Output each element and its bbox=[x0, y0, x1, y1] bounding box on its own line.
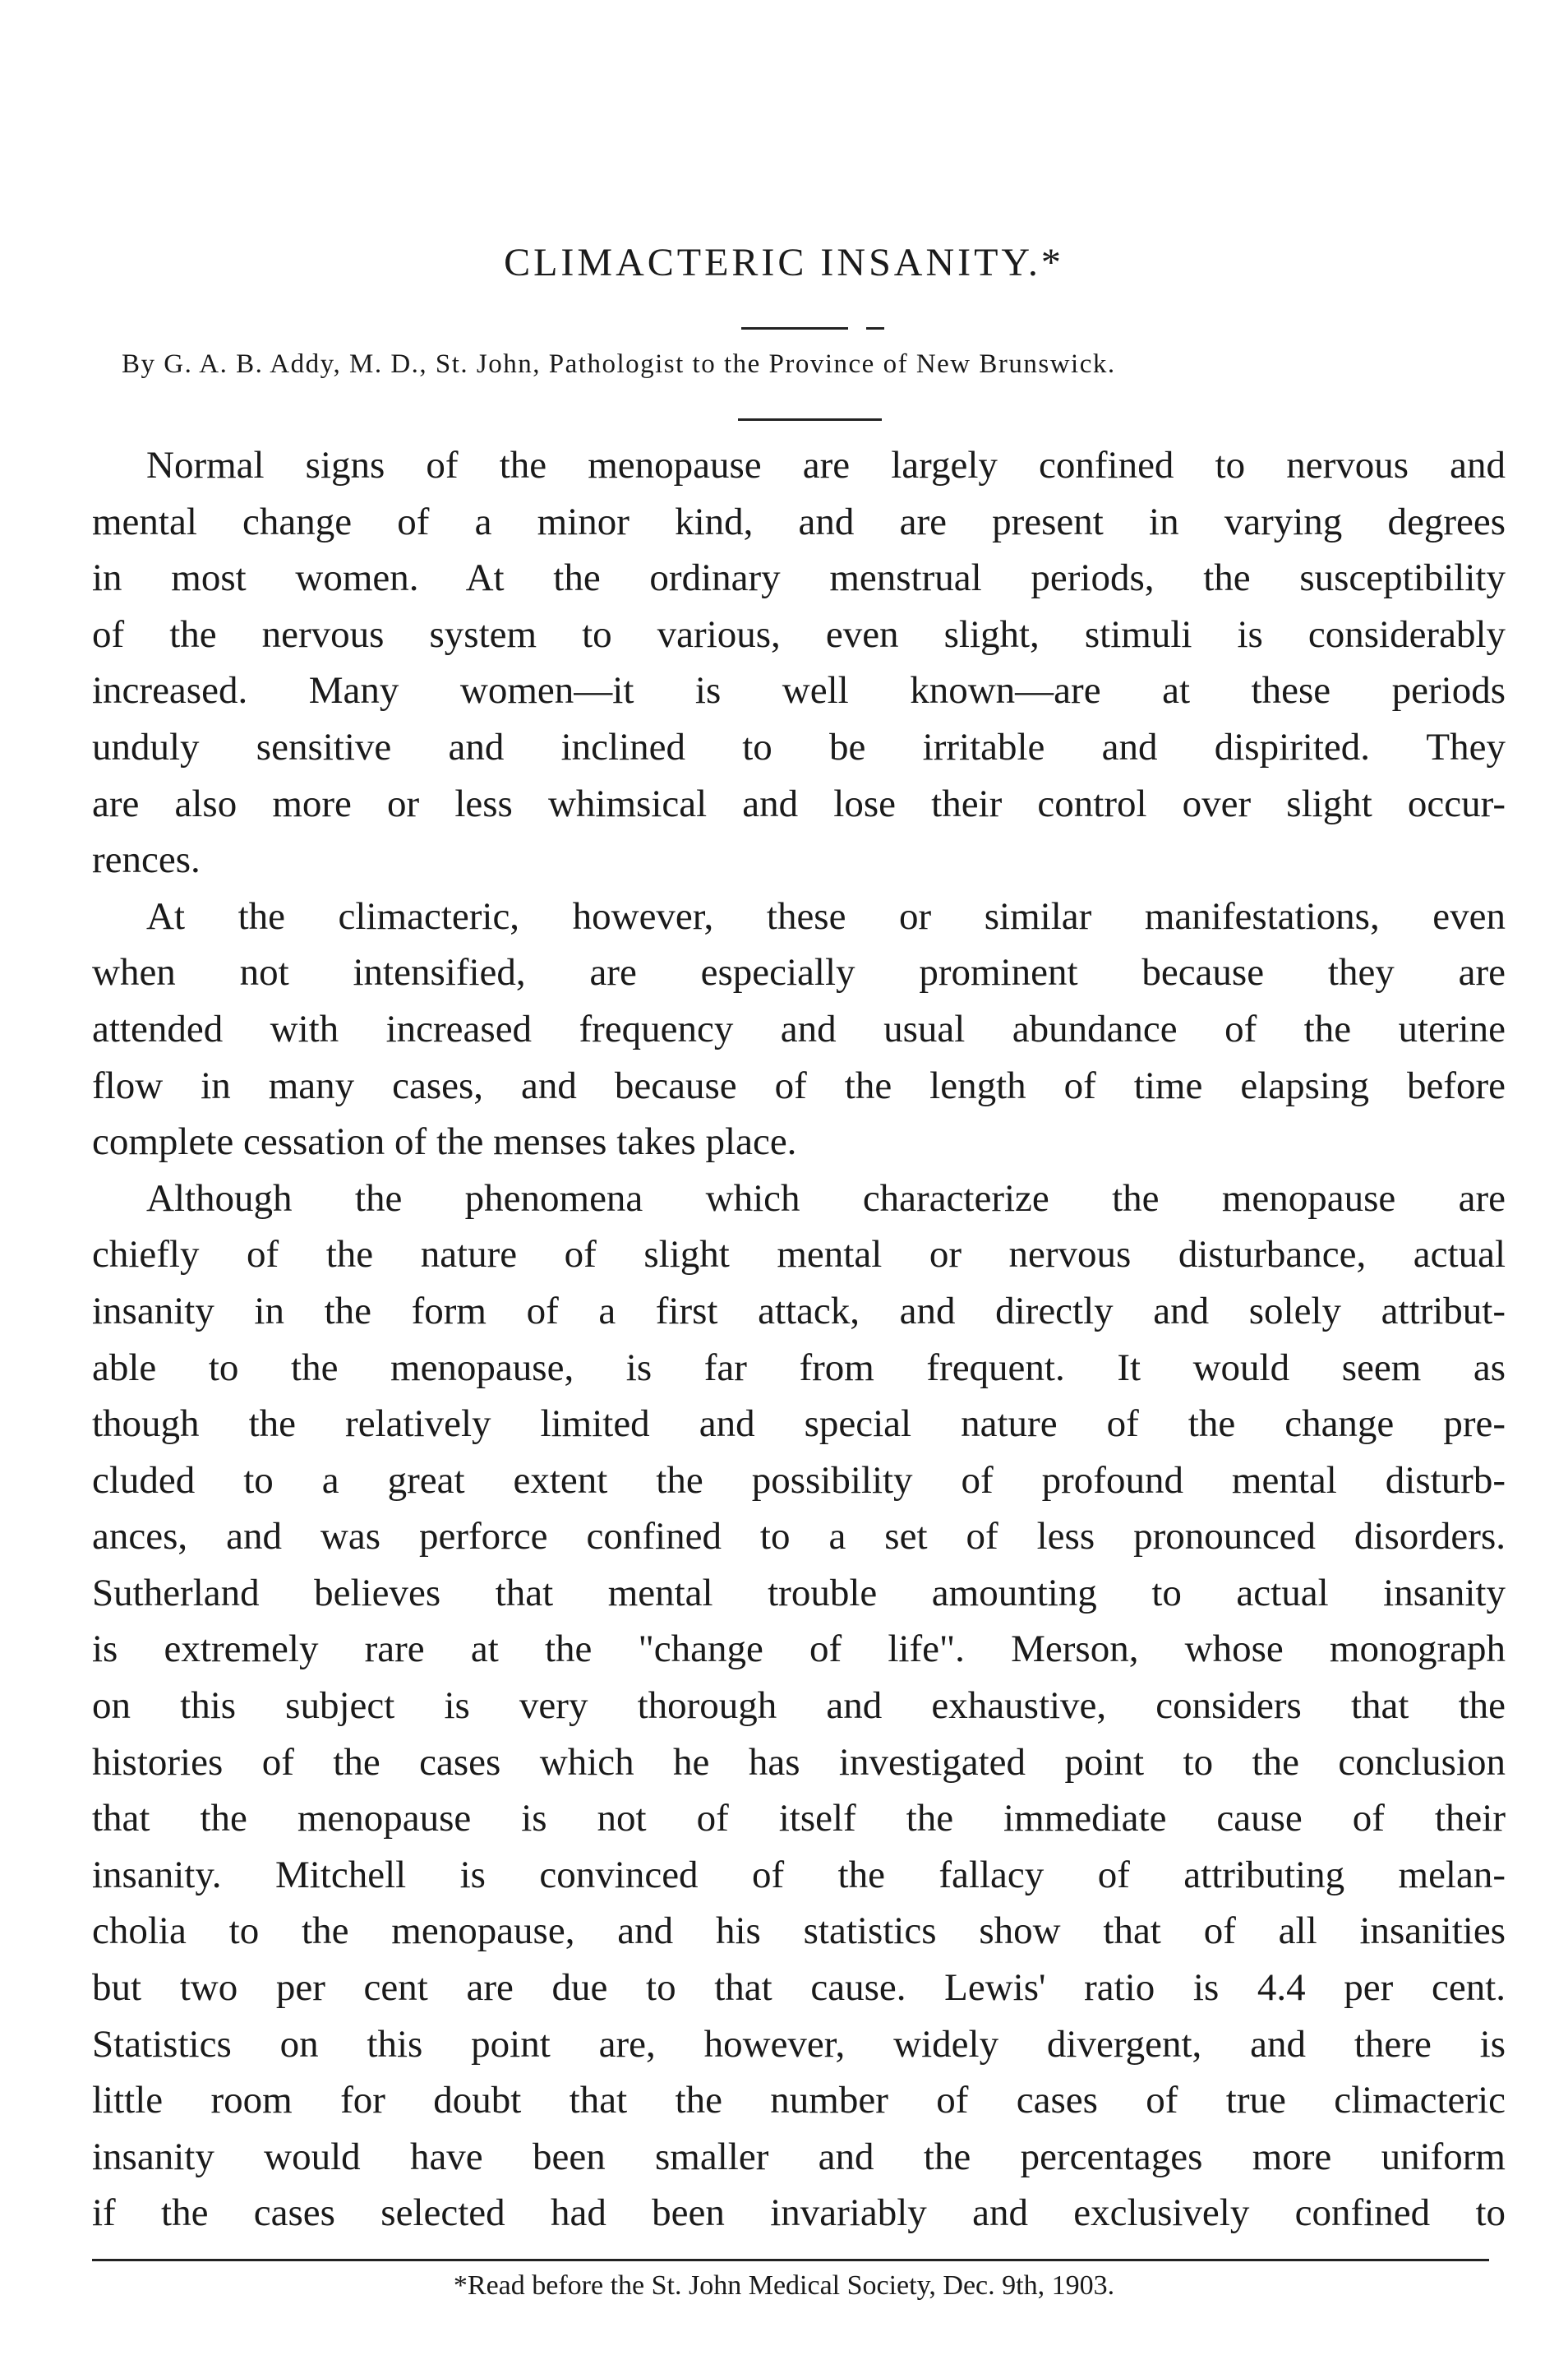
article-body bbox=[92, 437, 1506, 2242]
text-line: of the nervous system to various, even slight, stimuli is considerably bbox=[92, 612, 1506, 656]
text-line: little room for doubt that the number of cases of true climacteric bbox=[92, 2079, 1506, 2122]
author-byline: By G. A. B. Addy, M. D., St. John, Pathologist to the Province of New Brunswick. bbox=[122, 349, 1116, 379]
text-line: but two per cent are due to that cause. Lewis' ratio is 4.4 per cent. bbox=[92, 1966, 1506, 2010]
text-line: ances, and was perforce confined to a set of less pronounced disorders. bbox=[92, 1515, 1506, 1558]
text-line: insanity. Mitchell is convinced of the fallacy of attributing melan- bbox=[92, 1853, 1506, 1896]
text-line: when not intensified, are especially prominent because they are bbox=[92, 951, 1506, 995]
text-line: mental change of a minor kind, and are present in varying degrees bbox=[92, 500, 1506, 543]
text-line: if the cases selected had been invariably and exclusively confined to bbox=[92, 2191, 1506, 2235]
text-line: flow in many cases, and because of the length of time elapsing before bbox=[92, 1064, 1506, 1107]
text-line: though the relatively limited and special nature of the change pre- bbox=[92, 1402, 1506, 1446]
text-line: insanity in the form of a first attack, and directly and solely attribut- bbox=[92, 1289, 1506, 1332]
text-line: histories of the cases which he has investigated point to the conclusion bbox=[92, 1740, 1506, 1784]
paragraph bbox=[92, 437, 1506, 889]
text-line: that the menopause is not of itself the immediate cause of their bbox=[92, 1797, 1506, 1840]
text-line: attended with increased frequency and usual abundance of the uterine bbox=[92, 1007, 1506, 1050]
title-divider-dash bbox=[866, 327, 884, 330]
text-line: rences. bbox=[92, 838, 201, 882]
text-line: cholia to the menopause, and his statistics show that of all insanities bbox=[92, 1909, 1506, 1953]
footnote-divider bbox=[92, 2259, 1489, 2261]
text-line: able to the menopause, is far from frequent. It would seem as bbox=[92, 1346, 1506, 1389]
text-line: Statistics on this point are, however, widely divergent, and there is bbox=[92, 2022, 1506, 2066]
text-line: in most women. At the ordinary menstrual periods, the susceptibility bbox=[92, 556, 1506, 600]
text-line: complete cessation of the menses takes place. bbox=[92, 1120, 797, 1164]
page-title: CLIMACTERIC INSANITY.* bbox=[504, 241, 1064, 284]
text-line: Normal signs of the menopause are largely confined to nervous and bbox=[146, 444, 1506, 487]
text-line: is extremely rare at the "change of life". Merson, whose monograph bbox=[92, 1628, 1506, 1671]
text-line: are also more or less whimsical and lose their control over slight occur- bbox=[92, 782, 1506, 825]
footnote: *Read before the St. John Medical Society, Dec. 9th, 1903. bbox=[453, 2270, 1115, 2301]
text-line: Although the phenomena which characterize the menopause are bbox=[146, 1176, 1506, 1220]
byline-divider bbox=[738, 418, 882, 421]
text-line: unduly sensitive and inclined to be irritable and dispirited. They bbox=[92, 725, 1506, 769]
title-divider bbox=[741, 327, 848, 330]
text-line: on this subject is very thorough and exhaustive, considers that the bbox=[92, 1684, 1506, 1728]
text-line: chiefly of the nature of slight mental or nervous disturbance, actual bbox=[92, 1233, 1506, 1277]
text-line: cluded to a great extent the possibility of profound mental disturb- bbox=[92, 1458, 1506, 1502]
paragraph bbox=[92, 889, 1506, 1171]
paragraph bbox=[92, 1171, 1506, 2242]
text-line: Sutherland believes that mental trouble amounting to actual insanity bbox=[92, 1571, 1506, 1614]
text-line: insanity would have been smaller and the percentages more uniform bbox=[92, 2135, 1506, 2178]
text-line: increased. Many women—it is well known—are at these periods bbox=[92, 669, 1506, 713]
text-line: At the climacteric, however, these or similar manifestations, even bbox=[146, 894, 1506, 938]
